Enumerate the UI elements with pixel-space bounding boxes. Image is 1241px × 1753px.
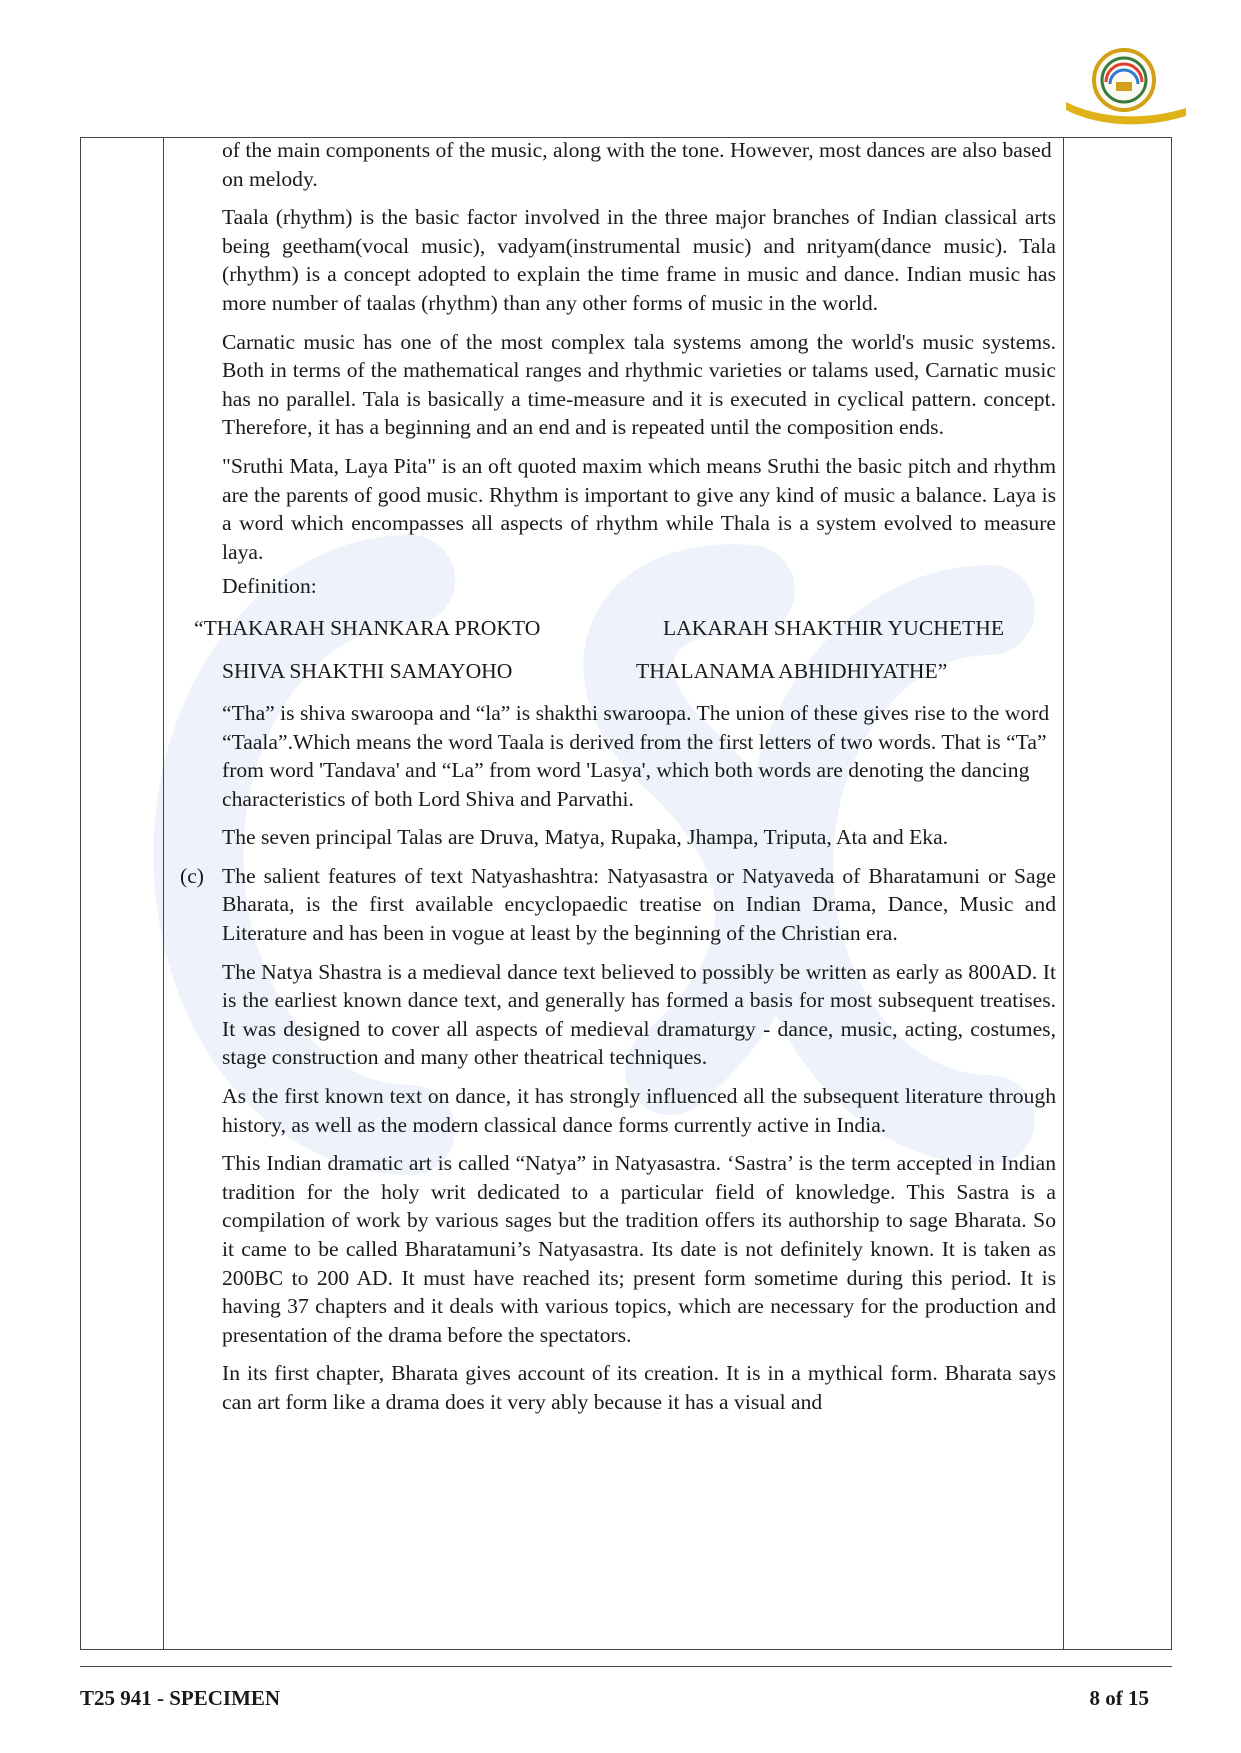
footer-rule — [80, 1666, 1172, 1667]
paragraph: "Sruthi Mata, Laya Pita" is an oft quoted maxim which means Sruthi the basic pitch and rhythm are the parents of good music. Rhythm is important to give any kind of music a balance. Laya is a word which encompasses all aspects of rhythm while Thala is a system evolved to measure laya. — [222, 453, 1056, 564]
table-column-divider-left — [163, 137, 164, 1650]
sloka-line-1-right: LAKARAH SHAKTHIR YUCHETHE — [662, 616, 1005, 641]
paragraph: This Indian dramatic art is called “Natya” in Natyasastra. ‘Sastra’ is the term accepted in Indian tradition for the holy writ dedicated to a particular field of knowledge. This Sastra is a compilation of work by various sages but the tradition offers its authorship to sage Bharata. So it came to be called Bharatamuni’s Natyasastra. Its date is not definitely known. It is taken as 200BC to 200 AD. It must have reached its; present form sometime during this period. It is having 37 chapters and it deals with various topics, which are necessary for the production and presentation of the drama before the spectators. — [222, 1151, 1056, 1347]
item-marker: (c) — [180, 863, 204, 888]
table-column-divider-right — [1063, 137, 1064, 1650]
paragraph: Carnatic music has one of the most complex tala systems among the world's music systems. Both in terms of the mathematical ranges and rhythmic varieties or talams used, Carnatic music has no parallel. Tala is basically a time-measure and it is executed in cyclical pattern. concept. Therefore, it has a beginning and an end and is repeated until the composition ends. — [222, 329, 1056, 440]
answer-content — [180, 136, 1056, 1417]
sloka-line-2-left: SHIVA SHAKTHI SAMAYOHO — [222, 659, 513, 684]
paragraph: The Natya Shastra is a medieval dance text believed to possibly be written as early as 800AD. It is the earliest known dance text, and generally has formed a basis for most subsequent treatises. It was designed to cover all aspects of medieval dramaturgy - dance, music, acting, costumes, stage construction and many other theatrical techniques. — [222, 959, 1056, 1070]
cisce-logo — [1062, 44, 1190, 130]
answer-item-c — [180, 862, 1056, 948]
sloka-line — [222, 650, 1056, 693]
sloka-verse — [194, 607, 1056, 693]
paragraph: The seven principal Talas are Druva, Matya, Rupaka, Jhampa, Triputa, Ata and Eka. — [222, 825, 949, 850]
paper-code: T25 941 - SPECIMEN — [80, 1686, 281, 1710]
paragraph: As the first known text on dance, it has strongly influenced all the subsequent literature through history, as well as the modern classical dance forms currently active in India. — [222, 1084, 1056, 1137]
paragraph: Taala (rhythm) is the basic factor involved in the three major branches of Indian classical arts being geetham(vocal music), vadyam(instrumental music) and nrityam(dance music). Tala (rhythm) is a concept adopted to explain the time frame in music and dance. Indian music has more number of taalas (rhythm) than any other forms of music in the world. — [222, 205, 1056, 315]
sloka-line-2-right: THALANAMA ABHIDHIYATHE” — [636, 659, 948, 684]
paragraph: In its first chapter, Bharata gives account of its creation. It is in a mythical form. Bharata says can art form like a drama does it very ably because it has a visual and — [222, 1361, 1056, 1414]
sloka-line — [194, 607, 1056, 650]
paragraph: The salient features of text Natyashashtra: Natyasastra or Natyaveda of Bharatamuni or Sage Bharata, is the first available encyclopaedic treatise on Indian Drama, Dance, Music and Literature and has been in vogue at least by the beginning of the Christian era. — [222, 863, 1056, 946]
sloka-line-1-left: “THAKARAH SHANKARA PROKTO — [194, 616, 541, 641]
paragraph: “Tha” is shiva swaroopa and “la” is shakthi swaroopa. The union of these gives rise to the word “Taala”.Which means the word Taala is derived from the first letters of two words. That is “Ta” from word 'Tandava' and “La” from word 'Lasya', which both words are denoting the dancing characteristics of both Lord Shiva and Parvathi. — [222, 700, 1050, 811]
paragraph: of the main components of the music, along with the tone. However, most dances are also based on melody. — [222, 138, 1052, 191]
definition-label: Definition: — [222, 574, 317, 599]
page-number: 8 of 15 — [1089, 1686, 1149, 1710]
